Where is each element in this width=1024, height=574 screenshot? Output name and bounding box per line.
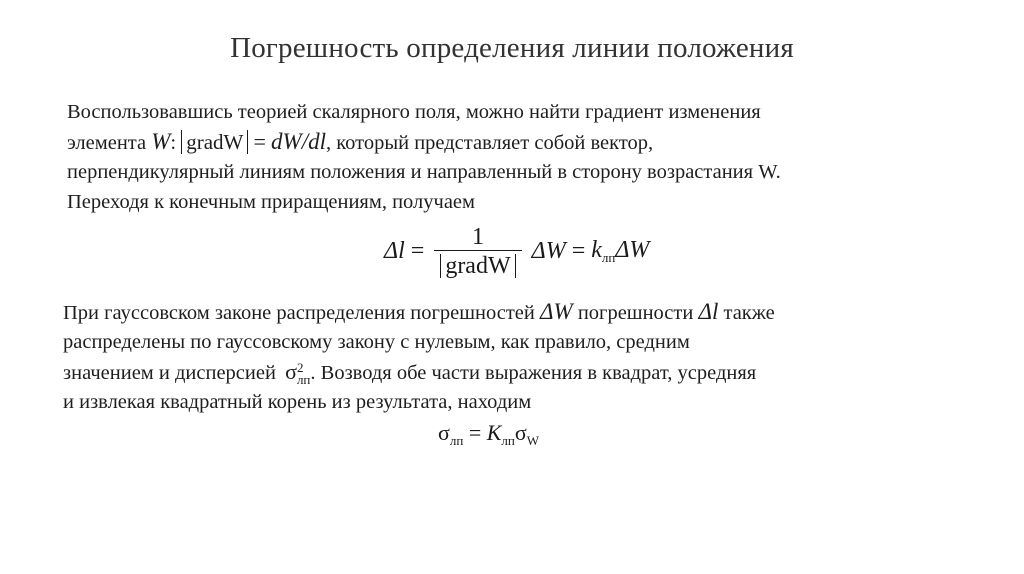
paragraph-gauss (63, 297, 983, 417)
formula-delta-l (384, 224, 649, 284)
formula1-eq2: = (571, 238, 586, 264)
paragraph-gradient (67, 97, 987, 217)
p1-line-2-suffix: , который представляет собой вектор, (326, 132, 654, 154)
colon: : (170, 132, 177, 154)
formula2-eq: = (468, 420, 482, 445)
p2-line-1-prefix: При гауссовском законе распределения погрешностей (63, 302, 535, 324)
grad-W-text: gradW (186, 130, 244, 154)
p1-line-1: Воспользовавшись теорией скалярного поля, можно найти градиент изменения (67, 101, 761, 123)
p1-line-3: перпендикулярный линиям положения и направленный в сторону возрастания W. (67, 161, 781, 183)
formula1-lhs: Δl (384, 238, 405, 264)
abs-grad-W (181, 130, 248, 154)
slide-title: Погрешность определения линии положения (230, 32, 794, 64)
fraction-numerator: 1 (471, 224, 484, 250)
p2-line-3 (63, 357, 983, 387)
p1-line-4: Переходя к конечным приращениям, получаем (67, 191, 475, 213)
formula1-k: $k_{лп}\Delta W$ (591, 237, 650, 265)
p2-line-2: распределены по гауссовскому закону с нулевым, как правило, средним (63, 331, 690, 353)
p2-line-3-suffix: . Возводя обе части выражения в квадрат, усредняя (310, 362, 757, 384)
p1-line-2-prefix: элемента (67, 132, 147, 154)
p2-line-1-suffix: также (723, 302, 775, 324)
dW-dl-expression: dW/dl (271, 129, 326, 154)
p2-line-3-prefix: значением и дисперсией (63, 362, 276, 384)
formula1-eq1: = (410, 238, 425, 264)
symbol-W: W (151, 129, 171, 154)
symbol-sigma-lp-squared: σ 2 лп (285, 359, 311, 387)
formula1-fraction (434, 224, 521, 279)
p1-line-2 (67, 127, 987, 157)
p2-line-4: и извлекая квадратный корень из результата, находим (63, 391, 532, 413)
p2-line-1 (63, 297, 983, 327)
symbol-delta-W: ΔW (540, 299, 573, 324)
formula-sigma-lp (438, 420, 539, 449)
p2-line-1-mid: погрешности (577, 302, 694, 324)
formula2-sigma: $\sigma_{лп}$ (438, 420, 464, 448)
formula1-dW: ΔW (531, 238, 566, 264)
symbol-delta-l: Δl (698, 299, 719, 324)
equals-sign: = (253, 129, 266, 154)
formula2-K: $K_{лп}$ (486, 420, 515, 448)
fraction-denominator: gradW (434, 251, 521, 279)
formula2-sigma-W: $\sigma_W$ (514, 420, 540, 448)
